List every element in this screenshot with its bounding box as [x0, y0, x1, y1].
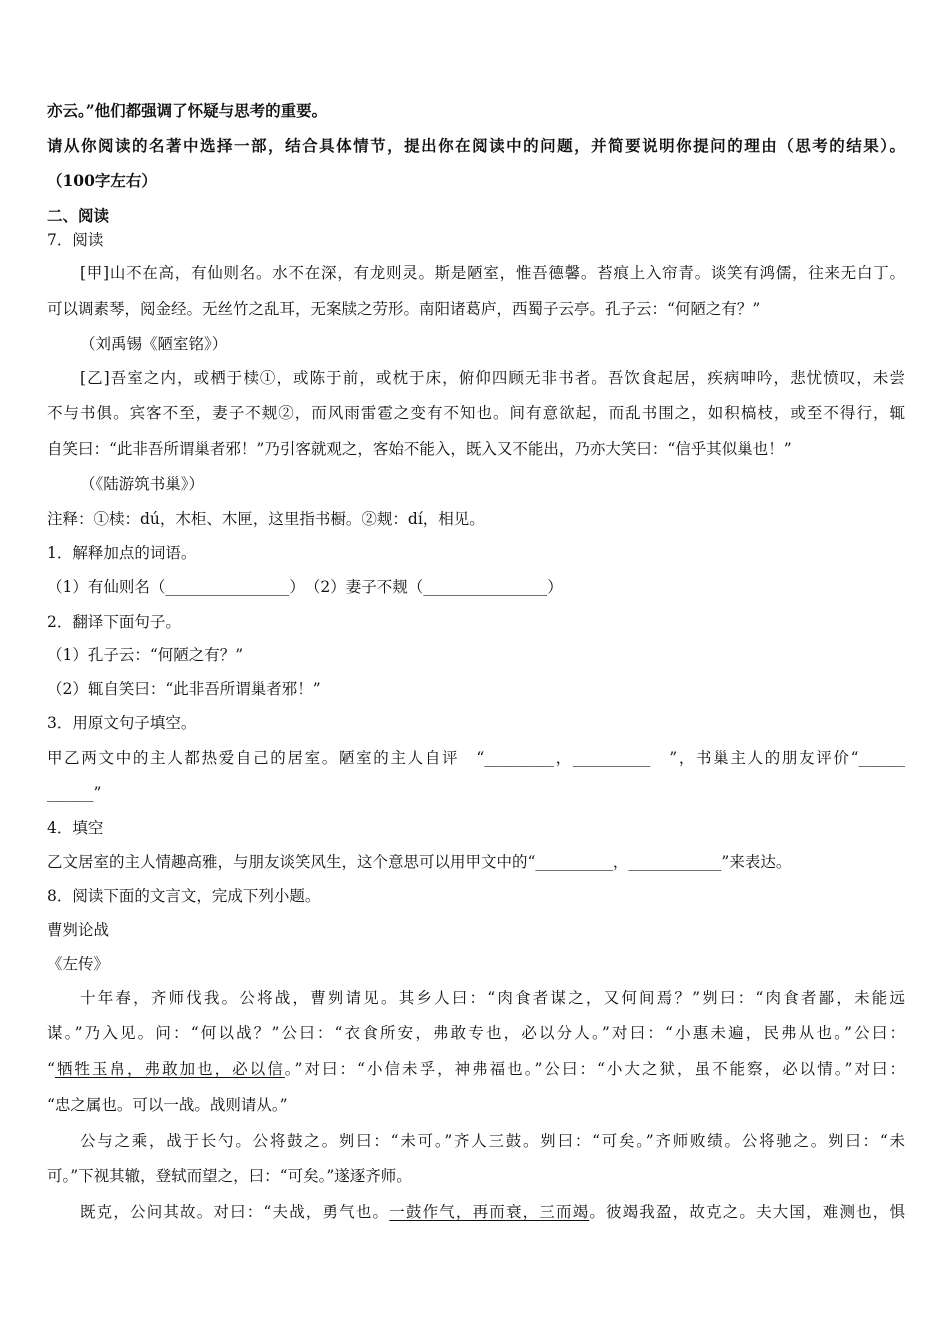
intro-word-limit: （100字左右） [47, 171, 157, 190]
passage-line [80, 1202, 905, 1222]
passage-heading: 曹刿论战 [47, 921, 110, 939]
intro-line: 亦云。”他们都强调了怀疑与思考的重要。 [47, 101, 328, 120]
passage-line: 谋。”乃入见。问：“何以战？”公曰：“衣食所安，弗敢专也，必以分人。”对曰：“小惠未遍，民弗从也。”公曰： [47, 1024, 905, 1042]
passage-yi-line: [乙]吾室之内，或栖于椟①，或陈于前，或枕于床，俯仰四顾无非书者。吾饮食起居，疾病呻吟，悲忧愤叹，未尝 [80, 369, 905, 387]
passage-jia-line: 可以调素琴，阅金经。无丝竹之乱耳，无案牍之劳形。南阳诸葛庐，西蜀子云亭。孔子云：“何陋之有？” [47, 300, 761, 318]
passage-source: 《左传》 [47, 955, 110, 973]
passage-line: “忠之属也。可以一战。战则请从。” [47, 1096, 288, 1114]
passage-line: 十年春，齐师伐我。公将战，曹刿请见。其乡人曰：“肉食者谋之，又何间焉？”刿曰：“肉食者鄙，未能远 [80, 989, 905, 1007]
q8-title: 8．阅读下面的文言文，完成下列小题。 [47, 887, 321, 905]
sub-question-4: 4．填空 [47, 819, 104, 837]
text: 。”对曰：“小信未孚，神弗福也。”公曰：“小大之狱，虽不能察，必以情。”对曰： [284, 1060, 905, 1078]
text: 既克，公问其故。对曰：“夫战，勇气也。 [80, 1203, 390, 1221]
sub-question-2-item: （2）辄自笑曰：“此非吾所谓巢者邪！” [47, 680, 321, 698]
sub-question-3: 3．用原文句子填空。 [47, 714, 197, 732]
passage-jia-source: （刘禹锡《陋室铭》） [80, 335, 228, 353]
underlined-sentence: 一鼓作气，再而衰，三而竭 [389, 1203, 590, 1221]
passage-yi-line: 不与书俱。宾客不至，妻子不觌②，而风雨雷雹之变有不知也。间有意欲起，而乱书围之，如积槁枝，或至不得行，辄 [47, 404, 905, 422]
passage-line: 可。”下视其辙，登轼而望之，曰：“可矣。”遂逐齐师。 [47, 1167, 412, 1185]
sub-question-3-text: 甲乙两文中的主人都热爱自己的居室。陋室的主人自评 “_________，__________ ”，书巢主人的朋友评价“______ [47, 749, 905, 767]
sub-question-2-item: （1）孔子云：“何陋之有？” [47, 646, 244, 664]
section-title: 二、阅读 [47, 206, 110, 225]
passage-yi-source: （《陆游筑书巢》） [80, 475, 205, 493]
sub-question-3-text: ______” [47, 784, 102, 802]
sub-question-1: 1．解释加点的词语。 [47, 544, 197, 562]
underlined-sentence: 牺牲玉帛，弗敢加也，必以信 [54, 1060, 285, 1078]
passage-jia-line: [甲]山不在高，有仙则名。水不在深，有龙则灵。斯是陋室，惟吾德馨。苔痕上入帘青。谈笑有鸿儒，往来无白丁。 [80, 264, 905, 282]
passage-yi-line: 自笑曰：“此非吾所谓巢者邪！”乃引客就观之，客始不能入，既入又不能出，乃亦大笑曰：“信乎其似巢也！” [47, 440, 792, 458]
sub-question-2: 2．翻译下面句子。 [47, 613, 181, 631]
passage-line [47, 1059, 905, 1079]
passage-line: 公与之乘，战于长勺。公将鼓之。刿曰：“未可。”齐人三鼓。刿曰：“可矣。”齐师败绩。公将驰之。刿曰：“未 [80, 1132, 905, 1150]
text: “ [47, 1060, 55, 1078]
intro-question: 请从你阅读的名著中选择一部，结合具体情节，提出你在阅读中的问题，并简要说明你提问的理由（思考的结果）。 [47, 136, 905, 155]
q7-title: 7．阅读 [47, 231, 104, 249]
sub-question-4-text: 乙文居室的主人情趣高雅，与朋友谈笑风生，这个意思可以用甲文中的“__________，____________”来表达。 [47, 853, 792, 871]
sub-question-1-blanks: （1）有仙则名（________________） （2）妻子不觌（________________） [47, 578, 563, 596]
annotation: 注释：①椟：dú，木柜、木匣，这里指书橱。②觌：dí，相见。 [47, 510, 485, 528]
text: 。彼竭我盈，故克之。夫大国，难测也，惧 [589, 1203, 905, 1221]
